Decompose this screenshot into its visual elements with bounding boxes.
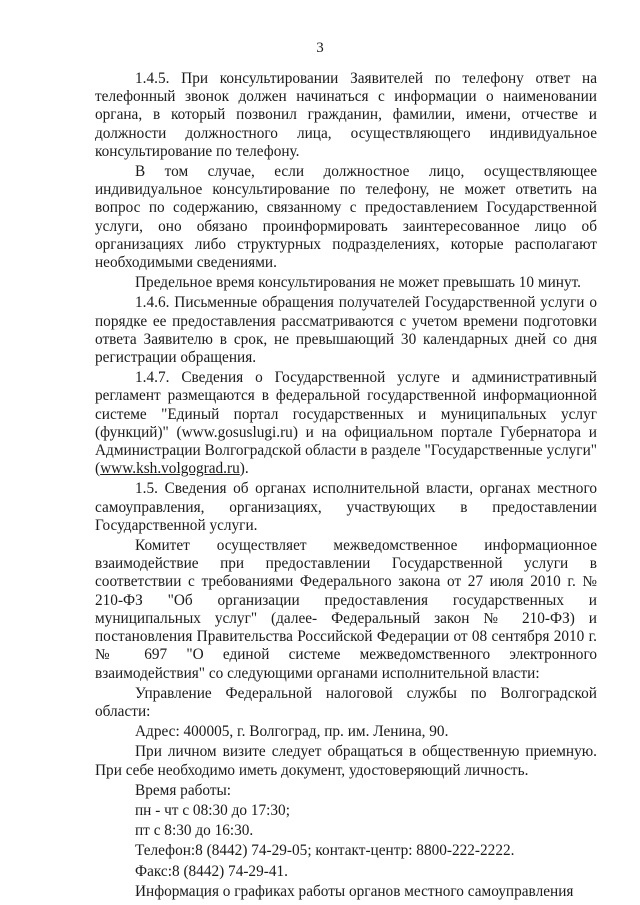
paragraph-working-hours: Время работы: xyxy=(135,781,232,799)
ksh-volgograd-link[interactable]: www.ksh.volgograd.ru xyxy=(100,460,240,478)
paragraph-fax: Факс:8 (8442) 74-29-41. xyxy=(135,862,288,880)
paragraph-consulting-case: В том случае, если должностное лицо, осуществляющее индивидуальное консультирование по телефону, не может ответить на вопрос по содержанию, связанному с предоставлением Государственной услуги, оно обязано проинформировать заинтересованное лицо об организациях либо структурных подразделениях, которые располагают необходимыми сведениями. xyxy=(95,163,597,272)
paragraph-personal-visit: При личном визите следует обращаться в общественную приемную. При себе необходимо иметь документ, удостоверяющий личность. xyxy=(95,743,597,779)
paragraph-1-4-7-end: ). xyxy=(239,460,249,478)
paragraph-fri: пт с 8:30 до 16:30. xyxy=(135,822,254,840)
paragraph-1-5: 1.5. Сведения об органах исполнительной власти, органах местного самоуправления, организациях, участвующих в предоставлении Государственной услуги. xyxy=(95,480,597,534)
paragraph-address: Адрес: 400005, г. Волгоград, пр. им. Ленина, 90. xyxy=(135,723,449,741)
paragraph-mon-thu: пн - чт с 08:30 до 17:30; xyxy=(135,801,290,819)
document-body xyxy=(95,70,597,903)
paragraph-1-4-7 xyxy=(95,369,597,478)
paragraph-1-4-5: 1.4.5. При консультировании Заявителей по телефону ответ на телефонный звонок должен начинаться с информации о наименовании органа, в который позвонил гражданин, фамилии, имени, отчестве и должности должностного лица, осуществляющего индивидуальное консультирование по телефону. xyxy=(95,70,597,160)
paragraph-1-4-7-text: 1.4.7. Сведения о Государственной услуге и административный регламент размещаются в федеральной государственной информационной системе "Единый портал государственных и муниципальных услуг (функций)" (www.gosuslugi.ru) и на официальном портале Губернатора и Администрации Волгоградской области в разделе "Государственные услуги" ( xyxy=(95,369,597,478)
paragraph-time-limit: Предельное время консультирования не может превышать 10 минут. xyxy=(135,274,581,292)
paragraph-tax-office: Управление Федеральной налоговой службы по Волгоградской области: xyxy=(95,684,597,720)
paragraph-local-gov-info: Информация о графиках работы органов местного самоуправления xyxy=(135,882,574,900)
paragraph-phone: Телефон:8 (8442) 74-29-05; контакт-центр: 8800-222-2222. xyxy=(135,842,515,860)
paragraph-committee: Комитет осуществляет межведомственное информационное взаимодействие при предоставлении Государственной услуги в соответствии с требованиями Федерального закона от 27 июля 2010 г. № 210-ФЗ "Об организации предоставления государственных и муниципальных услуг" (далее- Федеральный закон № 210-ФЗ) и постановления Правительства Российской Федерации от 08 сентября 2010 г. № 697 "О единой системе межведомственного электронного взаимодействия" со следующими органами исполнительной власти: xyxy=(95,537,597,682)
page-number: 3 xyxy=(316,40,324,56)
paragraph-1-4-6: 1.4.6. Письменные обращения получателей Государственной услуги о порядке ее предоставления рассматриваются с учетом времени подготовки ответа Заявителю в срок, не превышающий 30 календарных дней со дня регистрации обращения. xyxy=(95,294,597,367)
